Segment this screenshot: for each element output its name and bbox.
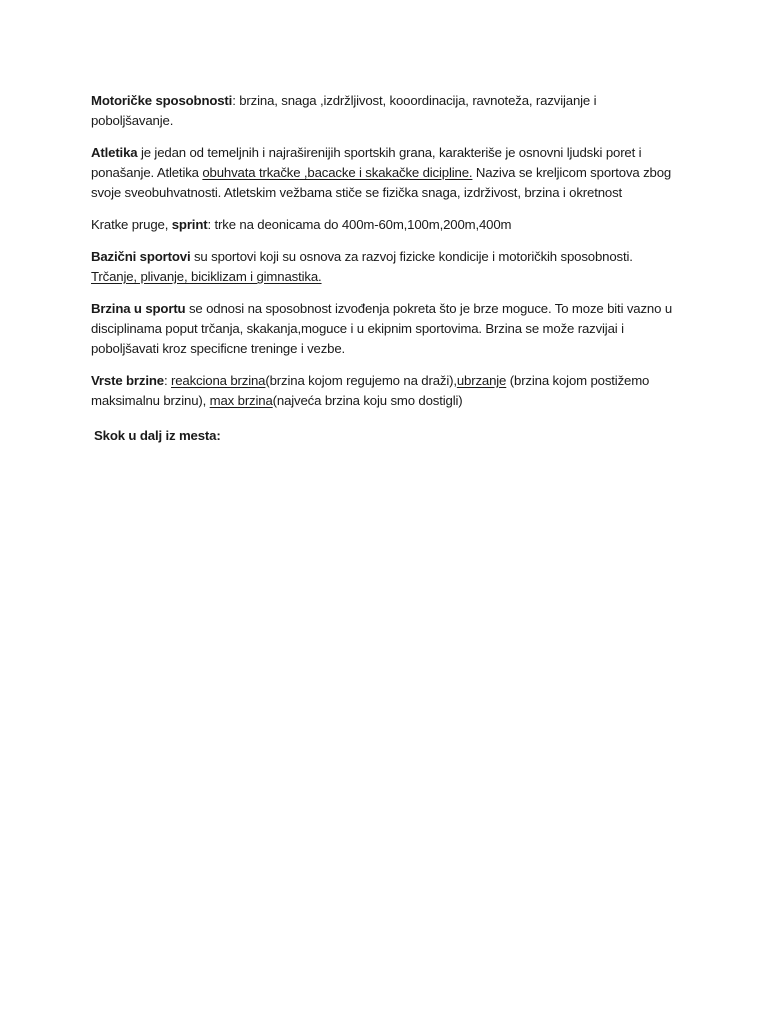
paragraph-kratke-pruge	[91, 215, 681, 235]
term-brzina-u-sportu: Brzina u sportu	[91, 301, 186, 316]
term-bazicni-sportovi: Bazični sportovi	[91, 249, 191, 264]
term-sprint: sprint	[171, 217, 208, 232]
term-motoricke-sposobnosti: Motoričke sposobnosti	[91, 93, 233, 108]
underlined-text-reakciona-brzina: reakciona brzina	[171, 373, 266, 388]
paragraph-text: Kratke pruge,	[91, 217, 172, 232]
paragraph-text: (brzina kojom postižemo maksimalnu brzinu),	[91, 373, 650, 408]
paragraph-text: : trke na deonicama do 400m-60m,100m,200m,400m	[207, 217, 512, 232]
document-body	[91, 91, 681, 458]
underlined-text-sports-list: Trčanje, plivanje, biciklizam i gimnastika.	[91, 269, 322, 284]
paragraph-text: (najveća brzina koju smo dostigli)	[272, 393, 463, 408]
underlined-text-ubrzanje: ubrzanje	[456, 373, 507, 388]
section-heading-skok-u-dalj: Skok u dalj iz mesta:	[94, 428, 221, 443]
paragraph-vrste-brzine	[91, 371, 681, 411]
paragraph-text: (brzina kojom regujemo na draži),	[265, 373, 457, 388]
paragraph-text: je jedan od temeljnih i najraširenijih sportskih grana, karakteriše je osnovni ljudski poret i ponašanje. Atletika	[91, 145, 642, 180]
paragraph-motoricke-sposobnosti	[91, 91, 681, 131]
paragraph-bazicni-sportovi	[91, 247, 681, 287]
paragraph-text: se odnosi na sposobnost izvođenja pokreta što je brze moguce. To moze biti vazno u disciplinama poput trčanja, skakanja,moguce i u ekipnim sportovima. Brzina se može razvijai i poboljšavati kroz specificne treninge i vezbe.	[91, 301, 672, 356]
paragraph-atletika	[91, 143, 681, 203]
paragraph-text: : brzina, snaga ,izdržljivost, kooordinacija, ravnoteža, razvijanje i poboljšavanje.	[91, 93, 597, 128]
paragraph-text: :	[163, 373, 171, 388]
term-atletika: Atletika	[91, 145, 138, 160]
paragraph-text: su sportovi koji su osnova za razvoj fizicke kondicije i motoričkih sposobnosti.	[190, 249, 633, 264]
paragraph-brzina-u-sportu	[91, 299, 681, 359]
term-vrste-brzine: Vrste brzine	[91, 373, 164, 388]
underlined-text-max-brzina: max brzina	[209, 393, 273, 408]
paragraph-text: Naziva se kreljicom sportova zbog svoje sveobuhvatnosti. Atletskim vežbama stiče se fizička snaga, izdrživost, brzina i okretnost	[91, 165, 672, 200]
underlined-text-discipline: obuhvata trkačke ,bacacke i skakačke dicipline.	[202, 165, 473, 180]
